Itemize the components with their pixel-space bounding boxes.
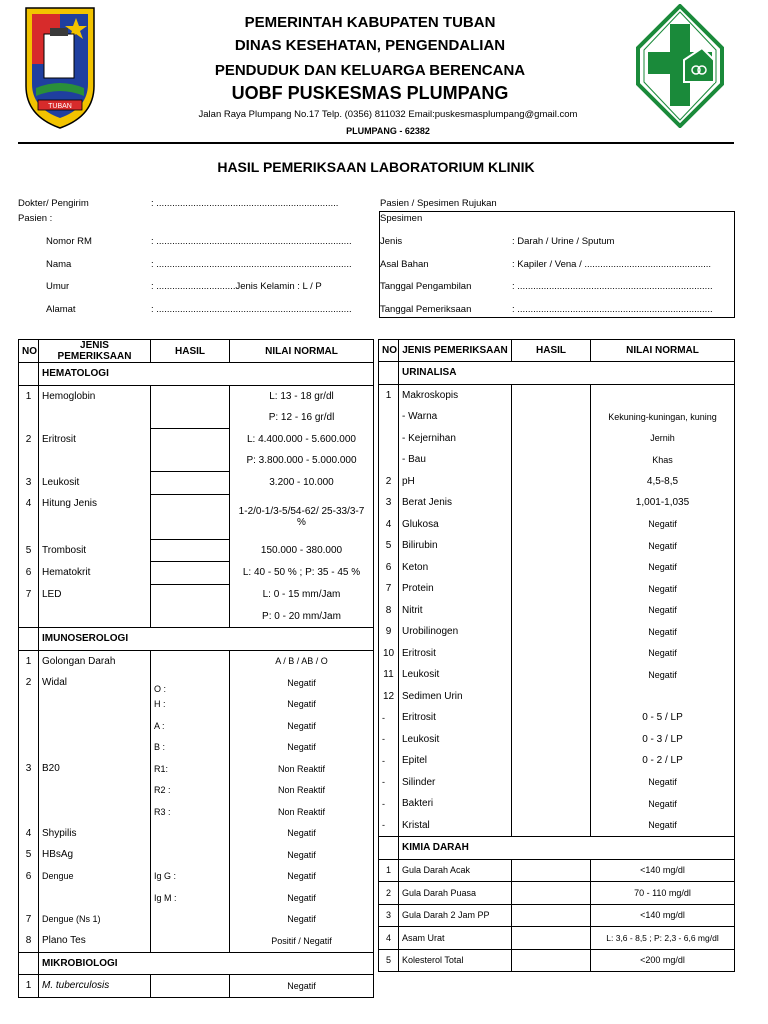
tanggal-pemeriksaan-field[interactable]: : .......................................................................... bbox=[512, 304, 713, 315]
test-name: Hematokrit bbox=[39, 562, 151, 585]
normal-value: 70 - 110 mg/dl bbox=[591, 882, 735, 905]
table-row bbox=[19, 737, 374, 759]
table-row bbox=[19, 539, 374, 562]
bullet-dash: - bbox=[379, 772, 399, 794]
tanggal-pengambilan-label: Tanggal Pengambilan bbox=[380, 281, 472, 292]
test-name: Sedimen Urin bbox=[399, 686, 512, 708]
normal-value: Negatif bbox=[230, 909, 374, 931]
normal-value: <200 mg/dl bbox=[591, 949, 735, 972]
normal-value: P: 12 - 16 gr/dl bbox=[230, 407, 374, 429]
test-name: Silinder bbox=[399, 772, 512, 794]
table-row bbox=[19, 715, 374, 737]
table-row bbox=[379, 686, 735, 708]
normal-value: Negatif bbox=[591, 621, 735, 643]
normal-value: Negatif bbox=[230, 866, 374, 888]
row-no: 11 bbox=[379, 664, 399, 686]
table-row bbox=[19, 844, 374, 866]
row-no: 3 bbox=[19, 472, 39, 495]
test-name: Glukosa bbox=[399, 514, 512, 536]
row-no: 8 bbox=[379, 600, 399, 622]
hasil-golongan-darah[interactable] bbox=[151, 650, 230, 672]
hasil-kolesterol-total[interactable] bbox=[512, 949, 591, 972]
normal-value: Negatif bbox=[230, 672, 374, 694]
header-line-3: PENDUDUK DAN KELUARGA BERENCANA bbox=[214, 62, 526, 79]
normal-value: Negatif bbox=[591, 578, 735, 600]
table-row bbox=[19, 472, 374, 495]
table-row bbox=[19, 909, 374, 931]
hasil-bau[interactable] bbox=[512, 449, 591, 471]
table-row bbox=[379, 557, 735, 579]
table-row bbox=[379, 793, 735, 815]
hasil-m-tuberculosis[interactable] bbox=[151, 975, 230, 998]
col-jenis: JENIS PEMERIKSAAN bbox=[39, 340, 151, 363]
normal-value: 0 - 2 / LP bbox=[591, 750, 735, 772]
test-name: Gula Darah Puasa bbox=[399, 882, 512, 905]
test-name: Golongan Darah bbox=[39, 650, 151, 672]
normal-value: Non Reaktif bbox=[230, 780, 374, 802]
hasil-asam-urat[interactable] bbox=[512, 927, 591, 950]
row-no: 5 bbox=[19, 539, 39, 562]
table-row bbox=[379, 428, 735, 450]
normal-value: <140 mg/dl bbox=[591, 859, 735, 882]
dokter-label: Dokter/ Pengirim bbox=[18, 198, 89, 209]
nomor-rm-field[interactable]: : .......................................................................... bbox=[151, 236, 352, 247]
normal-value: L: 40 - 50 % ; P: 35 - 45 % bbox=[230, 562, 374, 585]
row-no: 4 bbox=[379, 514, 399, 536]
hasil-hbsag[interactable] bbox=[151, 844, 230, 866]
table-row bbox=[379, 578, 735, 600]
hasil-sedimen-silinder[interactable] bbox=[512, 772, 591, 794]
tanggal-pemeriksaan-label: Tanggal Pemeriksaan bbox=[380, 304, 472, 315]
normal-value: Jernih bbox=[591, 428, 735, 450]
normal-value: Negatif bbox=[230, 823, 374, 845]
hasil-trombosit[interactable] bbox=[151, 539, 230, 562]
hasil-gula-darah-2-jam-pp[interactable] bbox=[512, 904, 591, 927]
section-hematologi: HEMATOLOGI bbox=[39, 363, 374, 386]
col-no: NO bbox=[19, 340, 39, 363]
hasil-warna[interactable] bbox=[512, 406, 591, 428]
normal-value: L: 13 - 18 gr/dl bbox=[230, 385, 374, 407]
test-name: Hitung Jenis bbox=[39, 494, 151, 539]
hasil-sedimen-urin[interactable] bbox=[512, 686, 591, 708]
row-no: 7 bbox=[19, 909, 39, 931]
table-row bbox=[19, 562, 374, 585]
normal-value: Negatif bbox=[591, 514, 735, 536]
nama-field[interactable]: : .......................................................................... bbox=[151, 259, 352, 270]
test-name: Berat Jenis bbox=[399, 492, 512, 514]
row-no: 1 bbox=[19, 650, 39, 672]
hasil-hitung-jenis[interactable] bbox=[151, 494, 230, 539]
hasil-hematokrit[interactable] bbox=[151, 562, 230, 585]
row-no: 8 bbox=[19, 930, 39, 952]
row-no: 2 bbox=[379, 471, 399, 493]
hasil-leukosit[interactable] bbox=[151, 472, 230, 495]
hasil-berat-jenis[interactable] bbox=[512, 492, 591, 514]
test-name: - Kejernihan bbox=[399, 428, 512, 450]
hasil-glukosa[interactable] bbox=[512, 514, 591, 536]
hasil-shypilis[interactable] bbox=[151, 823, 230, 845]
umur-label: Umur bbox=[46, 281, 70, 292]
b20-r3-field[interactable]: R3 : bbox=[151, 801, 230, 823]
table-row bbox=[379, 643, 735, 665]
alamat-label: Alamat bbox=[46, 304, 76, 315]
hasil-protein[interactable] bbox=[512, 578, 591, 600]
asal-bahan-field[interactable]: : Kapiler / Vena / ................................................ bbox=[512, 259, 712, 270]
row-no: 7 bbox=[379, 578, 399, 600]
row-no: 7 bbox=[19, 584, 39, 606]
row-no: 4 bbox=[19, 494, 39, 539]
hasil-gula-darah-acak[interactable] bbox=[512, 859, 591, 882]
table-row bbox=[379, 729, 735, 751]
hasil-gula-darah-puasa[interactable] bbox=[512, 882, 591, 905]
rujukan-label: Pasien / Spesimen Rujukan bbox=[380, 198, 497, 209]
hasil-ph[interactable] bbox=[512, 471, 591, 493]
normal-value: Negatif bbox=[591, 535, 735, 557]
table-row bbox=[379, 904, 735, 927]
row-no: 1 bbox=[379, 384, 399, 406]
nama-label: Nama bbox=[46, 259, 72, 270]
bullet-dash: - bbox=[379, 793, 399, 815]
test-name: pH bbox=[399, 471, 512, 493]
hasil-urobilinogen[interactable] bbox=[512, 621, 591, 643]
row-no: 1 bbox=[19, 975, 39, 998]
test-name: Gula Darah Acak bbox=[399, 859, 512, 882]
test-name: Trombosit bbox=[39, 539, 151, 562]
test-name: Hemoglobin bbox=[39, 385, 151, 407]
table-row bbox=[379, 535, 735, 557]
hasil-eritrosit-urin[interactable] bbox=[512, 643, 591, 665]
test-name: Leukosit bbox=[399, 729, 512, 751]
test-name: HBsAg bbox=[39, 844, 151, 866]
table-row bbox=[379, 449, 735, 471]
normal-value: Non Reaktif bbox=[230, 801, 374, 823]
normal-value: 0 - 5 / LP bbox=[591, 707, 735, 729]
table-row bbox=[19, 429, 374, 451]
hasil-eritrosit[interactable] bbox=[151, 429, 230, 472]
row-no: 4 bbox=[19, 823, 39, 845]
normal-value: Negatif bbox=[591, 772, 735, 794]
normal-value: A / B / AB / O bbox=[230, 650, 374, 672]
section-kimia-darah: KIMIA DARAH bbox=[399, 837, 735, 860]
table-row bbox=[19, 975, 374, 998]
test-name: Makroskopis bbox=[399, 384, 512, 406]
test-name: Shypilis bbox=[39, 823, 151, 845]
dokter-field[interactable]: : ..................................................................... bbox=[151, 198, 339, 209]
row-no: 9 bbox=[379, 621, 399, 643]
row-no: 2 bbox=[19, 672, 39, 694]
normal-value: P: 3.800.000 - 5.000.000 bbox=[230, 450, 374, 472]
table-row bbox=[19, 930, 374, 952]
row-no: 10 bbox=[379, 643, 399, 665]
test-name: M. tuberculosis bbox=[39, 975, 151, 998]
row-no: 3 bbox=[19, 758, 39, 780]
test-name: Nitrit bbox=[399, 600, 512, 622]
nomor-rm-label: Nomor RM bbox=[46, 236, 92, 247]
col-normal: NILAI NORMAL bbox=[230, 340, 374, 363]
row-no: 2 bbox=[19, 429, 39, 451]
table-row bbox=[19, 758, 374, 780]
hasil-sedimen-leukosit[interactable] bbox=[512, 729, 591, 751]
test-name: LED bbox=[39, 584, 151, 606]
pasien-label: Pasien : bbox=[18, 213, 53, 224]
header-line-4: UOBF PUSKESMAS PLUMPANG bbox=[231, 83, 509, 103]
table-row bbox=[379, 927, 735, 950]
asal-bahan-label: Asal Bahan bbox=[380, 259, 429, 270]
table-row bbox=[19, 650, 374, 672]
table-row bbox=[19, 866, 374, 888]
test-name: - Bau bbox=[399, 449, 512, 471]
test-name: Leukosit bbox=[399, 664, 512, 686]
col-hasil: HASIL bbox=[512, 340, 591, 362]
table-row bbox=[19, 801, 374, 823]
normal-value: Negatif bbox=[591, 557, 735, 579]
test-name: Kolesterol Total bbox=[399, 949, 512, 972]
normal-value: Negatif bbox=[230, 975, 374, 998]
normal-value: Negatif bbox=[591, 664, 735, 686]
header-line-1: PEMERINTAH KABUPATEN TUBAN bbox=[244, 14, 496, 31]
table-row bbox=[379, 707, 735, 729]
test-name: B20 bbox=[39, 758, 151, 780]
normal-value: <140 mg/dl bbox=[591, 904, 735, 927]
test-name: Epitel bbox=[399, 750, 512, 772]
left-lab-table bbox=[18, 339, 374, 998]
widal-h-field[interactable]: H : bbox=[151, 694, 230, 716]
dengue-igg-field[interactable]: Ig G : bbox=[151, 866, 230, 888]
normal-value: 3.200 - 10.000 bbox=[230, 472, 374, 495]
normal-value: 150.000 - 380.000 bbox=[230, 539, 374, 562]
normal-value: Negatif bbox=[591, 793, 735, 815]
table-row bbox=[379, 859, 735, 882]
normal-value: Negatif bbox=[230, 887, 374, 909]
table-row bbox=[379, 492, 735, 514]
table-row bbox=[19, 584, 374, 606]
bullet-dash: - bbox=[379, 729, 399, 751]
tanggal-pengambilan-field[interactable]: : .......................................................................... bbox=[512, 281, 713, 292]
col-jenis: JENIS PEMERIKSAAN bbox=[399, 340, 512, 362]
hasil-kejernihan[interactable] bbox=[512, 428, 591, 450]
test-name: Protein bbox=[399, 578, 512, 600]
test-name: Leukosit bbox=[39, 472, 151, 495]
table-row bbox=[19, 887, 374, 909]
widal-b-field[interactable]: B : bbox=[151, 737, 230, 759]
normal-value: 4,5-8,5 bbox=[591, 471, 735, 493]
hasil-sedimen-epitel[interactable] bbox=[512, 750, 591, 772]
row-no: 6 bbox=[19, 562, 39, 585]
widal-a-field[interactable]: A : bbox=[151, 715, 230, 737]
normal-value: Negatif bbox=[230, 715, 374, 737]
right-lab-table bbox=[378, 339, 735, 972]
normal-value: Negatif bbox=[230, 694, 374, 716]
col-no: NO bbox=[379, 340, 399, 362]
row-no: 6 bbox=[379, 557, 399, 579]
test-name: Widal bbox=[39, 672, 151, 694]
table-row bbox=[379, 882, 735, 905]
table-row bbox=[379, 772, 735, 794]
normal-value: Negatif bbox=[591, 815, 735, 837]
row-no: 12 bbox=[379, 686, 399, 708]
tuban-regency-crest-icon bbox=[22, 4, 98, 130]
crest-text: TUBAN bbox=[48, 103, 72, 110]
normal-value: Negatif bbox=[230, 737, 374, 759]
row-no: 1 bbox=[19, 385, 39, 407]
section-imunoserologi: IMUNOSEROLOGI bbox=[39, 628, 374, 651]
normal-value: L: 3,6 - 8,5 ; P: 2,3 - 6,6 mg/dl bbox=[591, 927, 735, 950]
hasil-bilirubin[interactable] bbox=[512, 535, 591, 557]
test-name: Eritrosit bbox=[399, 643, 512, 665]
row-no: 5 bbox=[379, 535, 399, 557]
normal-value: P: 0 - 20 mm/Jam bbox=[230, 606, 374, 628]
b20-r1-field[interactable]: R1: bbox=[151, 758, 230, 780]
page-title: HASIL PEMERIKSAAN LABORATORIUM KLINIK bbox=[217, 159, 535, 175]
table-row bbox=[19, 694, 374, 716]
test-name: Kristal bbox=[399, 815, 512, 837]
normal-value: Kekuning-kuningan, kuning bbox=[591, 406, 735, 428]
hasil-sedimen-kristal[interactable] bbox=[512, 815, 591, 837]
row-no: 3 bbox=[379, 904, 399, 927]
jenis-field[interactable]: : Darah / Urine / Sputum bbox=[512, 236, 615, 247]
hasil-plano-tes[interactable] bbox=[151, 930, 230, 952]
bullet-dash: - bbox=[379, 707, 399, 729]
row-no: 6 bbox=[19, 866, 39, 888]
normal-value: Negatif bbox=[591, 600, 735, 622]
table-row bbox=[379, 471, 735, 493]
table-row bbox=[19, 780, 374, 802]
row-no: 5 bbox=[19, 844, 39, 866]
normal-value: Negatif bbox=[591, 643, 735, 665]
table-row bbox=[379, 949, 735, 972]
normal-value: 0 - 3 / LP bbox=[591, 729, 735, 751]
normal-value: 1,001-1,035 bbox=[591, 492, 735, 514]
puskesmas-cross-icon bbox=[636, 4, 724, 128]
table-row bbox=[19, 385, 374, 407]
test-name: Plano Tes bbox=[39, 930, 151, 952]
widal-o-field[interactable]: O : bbox=[151, 672, 230, 694]
hasil-keton[interactable] bbox=[512, 557, 591, 579]
spesimen-label: Spesimen bbox=[380, 213, 423, 224]
row-no: 1 bbox=[379, 859, 399, 882]
normal-value: Khas bbox=[591, 449, 735, 471]
section-mikrobiologi: MIKROBIOLOGI bbox=[39, 952, 374, 975]
table-row bbox=[379, 406, 735, 428]
normal-value: L: 4.400.000 - 5.600.000 bbox=[230, 429, 374, 451]
hasil-nitrit[interactable] bbox=[512, 600, 591, 622]
col-hasil: HASIL bbox=[151, 340, 230, 363]
hasil-sedimen-bakteri[interactable] bbox=[512, 793, 591, 815]
test-name: Bilirubin bbox=[399, 535, 512, 557]
row-no: 4 bbox=[379, 927, 399, 950]
table-row bbox=[19, 672, 374, 694]
table-row bbox=[379, 815, 735, 837]
test-name: Urobilinogen bbox=[399, 621, 512, 643]
test-name: Eritrosit bbox=[399, 707, 512, 729]
table-row bbox=[379, 600, 735, 622]
hasil-leukosit-urin[interactable] bbox=[512, 664, 591, 686]
b20-r2-field[interactable]: R2 : bbox=[151, 780, 230, 802]
test-name: Dengue (Ns 1) bbox=[39, 909, 151, 931]
bullet-dash: - bbox=[379, 815, 399, 837]
row-no: 2 bbox=[379, 882, 399, 905]
row-no: 3 bbox=[379, 492, 399, 514]
dengue-igm-field[interactable]: Ig M : bbox=[151, 887, 230, 909]
normal-value: Negatif bbox=[230, 844, 374, 866]
alamat-field[interactable]: : .......................................................................... bbox=[151, 304, 352, 315]
hasil-hemoglobin[interactable] bbox=[151, 385, 230, 429]
table-row bbox=[379, 621, 735, 643]
test-name: Asam Urat bbox=[399, 927, 512, 950]
header-address: Jalan Raya Plumpang No.17 Telp. (0356) 811032 Email:puskesmasplumpang@gmail.com bbox=[198, 109, 578, 120]
jenis-label: Jenis bbox=[380, 236, 403, 247]
header-line-2: DINAS KESEHATAN, PENGENDALIAN bbox=[234, 37, 506, 54]
bullet-dash: - bbox=[379, 750, 399, 772]
normal-value: L: 0 - 15 mm/Jam bbox=[230, 584, 374, 606]
table-header-row bbox=[19, 340, 374, 363]
table-header-row bbox=[379, 340, 735, 362]
normal-value: Non Reaktif bbox=[230, 758, 374, 780]
umur-field[interactable]: : ..............................Jenis Kelamin : L / P bbox=[151, 281, 322, 292]
hasil-sedimen-eritrosit[interactable] bbox=[512, 707, 591, 729]
test-name: Eritrosit bbox=[39, 429, 151, 451]
test-name: Gula Darah 2 Jam PP bbox=[399, 904, 512, 927]
normal-value: Positif / Negatif bbox=[230, 930, 374, 952]
header-postcode: PLUMPANG - 62382 bbox=[346, 126, 430, 136]
test-name: Keton bbox=[399, 557, 512, 579]
table-row bbox=[379, 750, 735, 772]
row-no: 5 bbox=[379, 949, 399, 972]
hasil-dengue-ns1[interactable] bbox=[151, 909, 230, 931]
section-urinalisa: URINALISA bbox=[399, 362, 735, 385]
hasil-led[interactable] bbox=[151, 584, 230, 628]
table-row bbox=[379, 664, 735, 686]
hasil-makroskopis[interactable] bbox=[512, 384, 591, 406]
table-row bbox=[19, 494, 374, 539]
col-normal: NILAI NORMAL bbox=[591, 340, 735, 362]
table-row bbox=[379, 384, 735, 406]
table-row bbox=[19, 823, 374, 845]
normal-value: 1-2/0-1/3-5/54-62/ 25-33/3-7 % bbox=[230, 494, 374, 539]
test-name: Dengue bbox=[39, 866, 151, 888]
test-name: - Warna bbox=[399, 406, 512, 428]
header-divider bbox=[18, 142, 734, 144]
table-row bbox=[379, 514, 735, 536]
test-name: Bakteri bbox=[399, 793, 512, 815]
